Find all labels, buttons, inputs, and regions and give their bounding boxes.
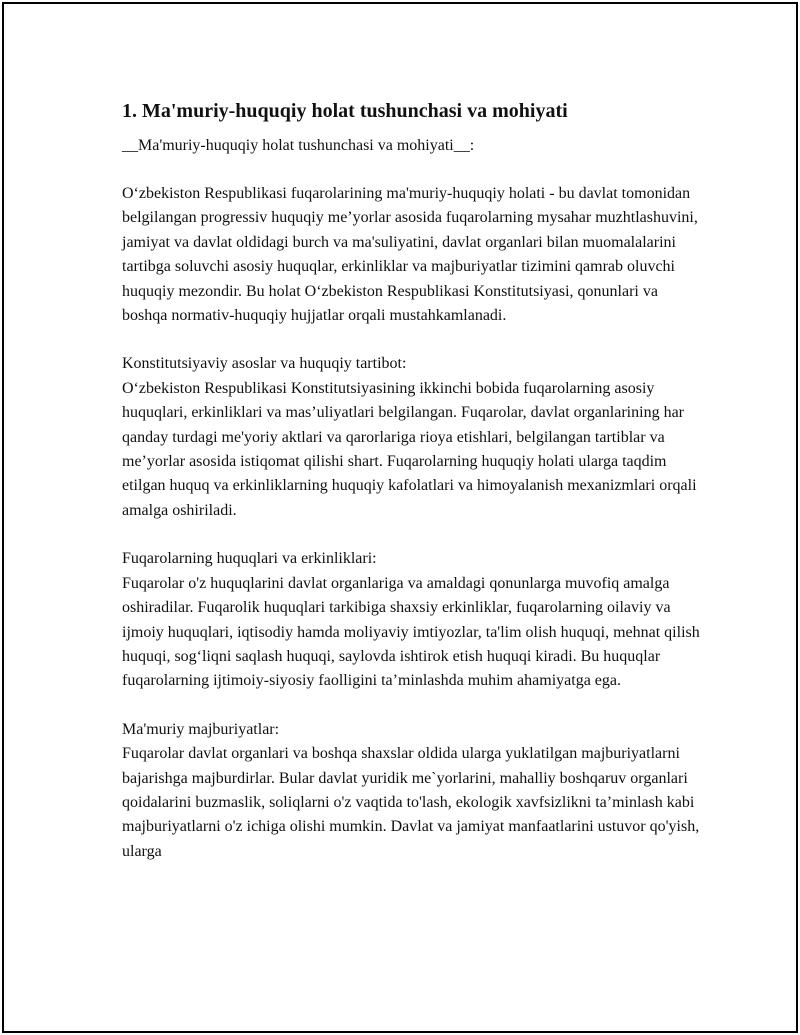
document-page xyxy=(2,2,798,1033)
intro-paragraph: O‘zbekiston Respublikasi fuqarolarining ma'muriy-huquqiy holati - bu davlat tomonidan belgilangan progressiv huquqiy me’yorlar asosida fuqarolarning mysahar muzhtlashuvini, jamiyat va davlat oldidagi burch va ma'suliyatini, davlat organlari bilan muomalalarini tartibga soluvchi asosiy huquqlar, erkinliklar va majburiyatlar tizimini qamrab oluvchi huquqiy mezondir. Bu holat O‘zbekiston Respublikasi Konstitutsiyasi, qonunlari va boshqa normativ-huquqiy hujjatlar orqali mustahkamlanadi. xyxy=(122,185,698,325)
document-subtitle: __Ma'muriy-huquqiy holat tushunchasi va mohiyati__: xyxy=(122,137,475,154)
section-constitutional xyxy=(122,352,702,523)
section-rights xyxy=(122,547,702,693)
section-heading: Konstitutsiyaviy asoslar va huquqiy tartibot: xyxy=(122,355,407,373)
section-heading: Fuqarolarning huquqlari va erkinliklari: xyxy=(122,550,377,568)
section-text: Fuqarolar davlat organlari va boshqa shaxslar oldida ularga yuklatilgan majburiyatlarni bajarishga majburdirlar. Bular davlat yuridik me`yorlarini, mahalliy boshqaruv organlari qoidalarini buzmaslik, soliqlarni o'z vaqtida to'lash, ekologik xavfsizlikni ta’minlash kabi majburiyatlarni o'z ichiga olishi mumkin. Davlat va jamiyat manfaatlarini ustuvor qo'yish, ularga xyxy=(122,745,700,860)
document-body xyxy=(122,99,702,864)
section-text: Fuqarolar o'z huquqlarini davlat organlariga va amaldagi qonunlarga muvofiq amalga oshiradilar. Fuqarolik huquqlari tarkibiga shaxsiy erkinliklar, fuqarolarning oilaviy va ijmoiy huquqlari, iqtisodiy hamda moliyaviy imtiyozlar, ta'lim olish huquqi, mehnat qilish huquqi, sog‘liqni saqlash huquqi, saylovda ishtirok etish huquqi kiradi. Bu huquqlar fuqarolarning ijtimoiy-siyosiy faolligini ta’minlashda muhim ahamiyatga ega. xyxy=(122,574,700,690)
document-title: 1. Ma'muriy-huquqiy holat tushunchasi va mohiyati xyxy=(122,100,568,122)
section-text: O‘zbekiston Respublikasi Konstitutsiyasining ikkinchi bobida fuqarolarning asosiy huquqlari, erkinliklari va mas’uliyatlari belgilangan. Fuqarolar, davlat organlarining har qanday turdagi me'yoriy aktlari va qarorlariga rioya etishlari, belgilangan tartiblar va me’yorlar asosida istiqomat qilishi shart. Fuqarolarning huquqiy holati ularga taqdim etilgan huquq va erkinliklarning huquqiy kafolatlari va himoyalanish mexanizmlari orqali amalga oshiriladi. xyxy=(122,379,697,519)
section-obligations xyxy=(122,718,702,864)
section-heading: Ma'muriy majburiyatlar: xyxy=(122,720,280,738)
